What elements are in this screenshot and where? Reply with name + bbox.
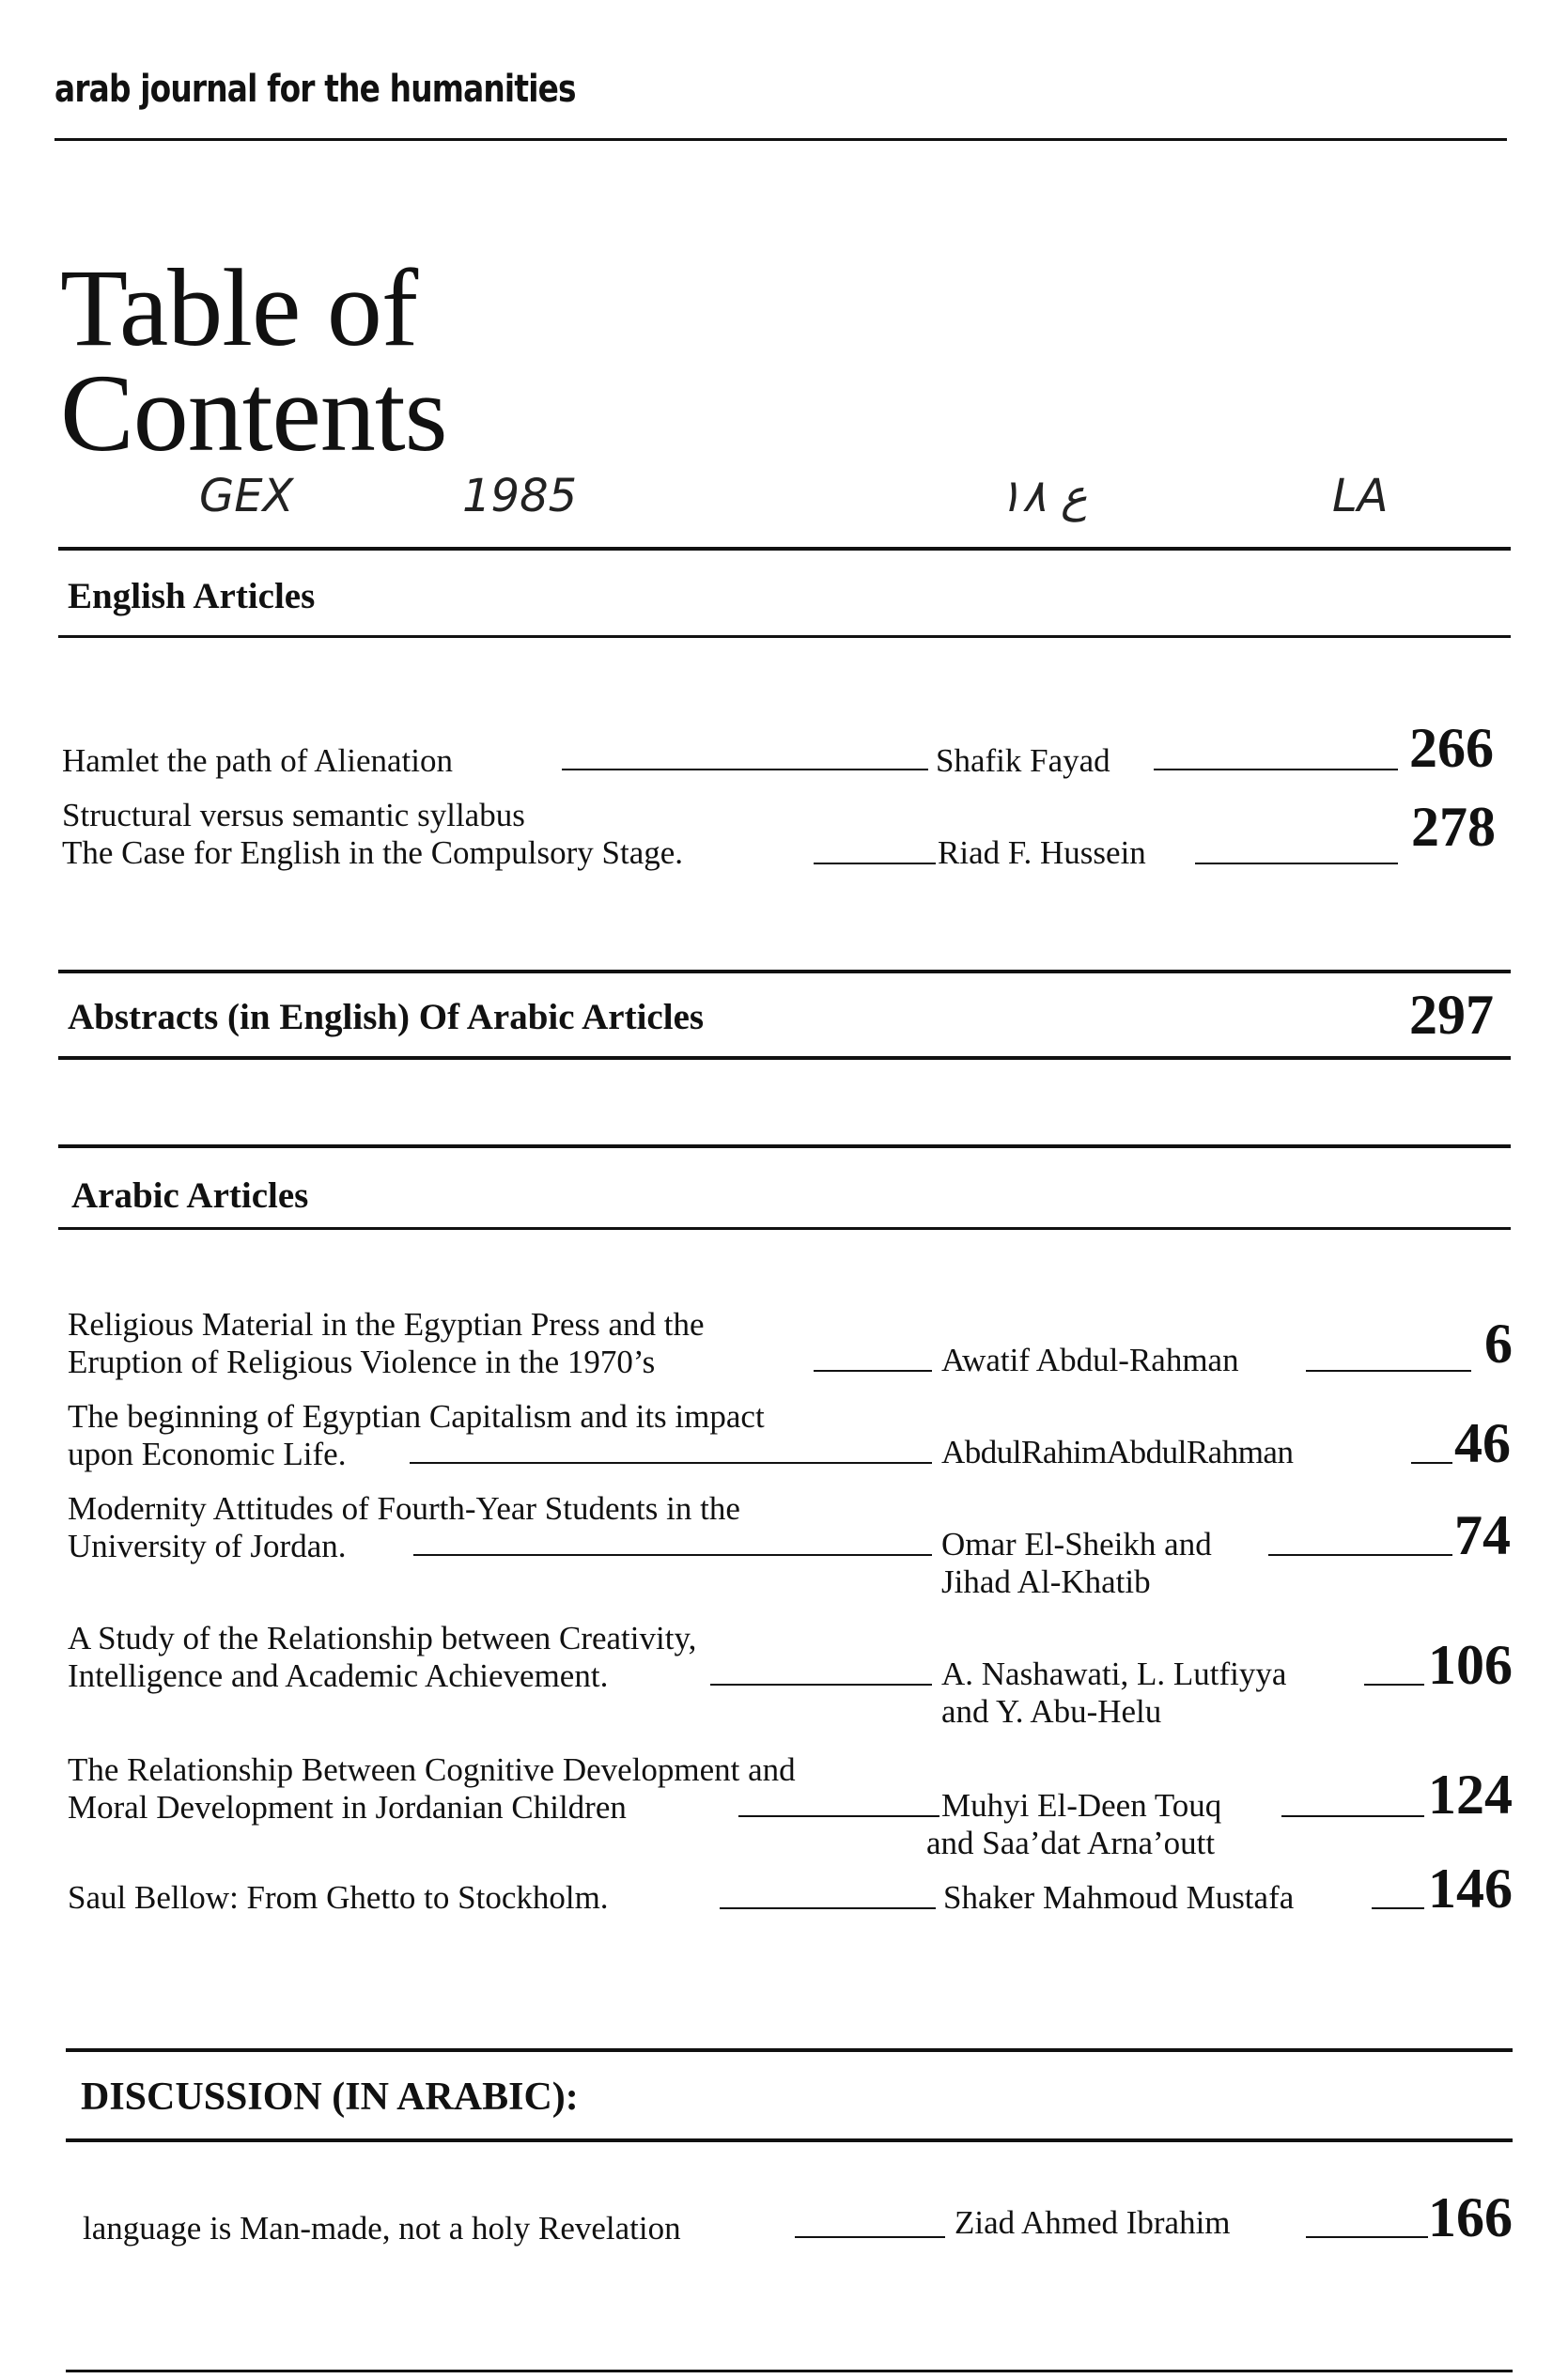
leader-line: [1281, 1815, 1424, 1817]
arabic-top-rule: [58, 1144, 1511, 1148]
english-entry-2-title: Structural versus semantic syllabus The Case for English in the Compulsory Stage.: [62, 797, 684, 871]
discussion-entry-1-title: language is Man-made, not a holy Revelation: [83, 2210, 681, 2247]
arabic-entry-6-title: Saul Bellow: From Ghetto to Stockholm.: [68, 1879, 609, 1916]
arabic-entry-5-author: Muhyi El-Deen Touq and Saa’dat Arna’outt: [926, 1787, 1222, 1861]
english-entry-1-title: Hamlet the path of Alienation: [62, 742, 454, 779]
english-bottom-rule: [58, 635, 1511, 638]
abstracts-top-rule: [58, 970, 1511, 973]
leader-line: [1364, 1684, 1424, 1686]
leader-line: [795, 2236, 945, 2238]
arabic-entry-3-page: 74: [1454, 1504, 1511, 1566]
leader-line: [413, 1554, 932, 1556]
arabic-heading: Arabic Articles: [71, 1175, 309, 1216]
journal-name: arab journal for the humanities: [54, 68, 576, 111]
discussion-bottom-rule: [66, 2138, 1513, 2142]
english-entry-1-page: 266: [1409, 717, 1494, 779]
arabic-entry-2-title: The beginning of Egyptian Capitalism and its impact upon Economic Life.: [68, 1398, 765, 1472]
discussion-entry-1-page: 166: [1428, 2186, 1513, 2248]
leader-line: [1306, 1370, 1471, 1372]
page-title: [60, 246, 447, 474]
english-entry-2-author: Riad F. Hussein: [938, 834, 1146, 871]
handwritten-note-2: 1985: [462, 470, 578, 522]
discussion-top-rule: [66, 2048, 1513, 2052]
abstracts-page: 297: [1409, 984, 1494, 1046]
arabic-entry-2-page: 46: [1454, 1412, 1511, 1474]
handwritten-note-1: GEX: [199, 470, 294, 522]
arabic-entry-1-page: 6: [1484, 1313, 1513, 1375]
arabic-entry-6-author: Shaker Mahmoud Mustafa: [943, 1879, 1295, 1916]
page-title-line2: Contents: [60, 351, 447, 474]
leader-line: [1306, 2236, 1428, 2238]
arabic-entry-4-title: A Study of the Relationship between Creativity, Intelligence and Academic Achievement.: [68, 1620, 697, 1694]
arabic-entry-6-page: 146: [1428, 1858, 1513, 1920]
arabic-entry-4-author: A. Nashawati, L. Lutfiyya and Y. Abu-Helu: [941, 1656, 1287, 1730]
arabic-entry-1-title: Religious Material in the Egyptian Press and the Eruption of Religious Violence in the 1970’s: [68, 1306, 705, 1380]
arabic-entry-1-author: Awatif Abdul-Rahman: [941, 1342, 1239, 1378]
header-rule: [54, 138, 1507, 141]
leader-line: [1372, 1907, 1424, 1909]
arabic-entry-5-title: The Relationship Between Cognitive Development and Moral Development in Jordanian Children: [68, 1751, 796, 1826]
leader-line: [814, 863, 936, 864]
leader-line: [562, 769, 928, 770]
leader-line: [1154, 769, 1398, 770]
leader-line: [814, 1370, 932, 1372]
discussion-heading: DISCUSSION (IN ARABIC):: [81, 2076, 579, 2119]
arabic-entry-3-author: Omar El-Sheikh and Jihad Al-Khatib: [941, 1526, 1212, 1600]
handwritten-note-3: ع ١٨: [998, 470, 1088, 522]
arabic-bottom-rule: [58, 1227, 1511, 1230]
page-title-line1: Table of: [60, 246, 418, 369]
leader-line: [1268, 1554, 1452, 1556]
arabic-entry-4-page: 106: [1428, 1634, 1513, 1696]
discussion-entry-1-author: Ziad Ahmed Ibrahim: [955, 2204, 1231, 2241]
abstracts-bottom-rule: [58, 1056, 1511, 1060]
leader-line: [1411, 1462, 1452, 1464]
leader-line: [1195, 863, 1398, 864]
arabic-entry-3-title: Modernity Attitudes of Fourth-Year Students in the University of Jordan.: [68, 1490, 740, 1564]
arabic-entry-5-page: 124: [1428, 1764, 1513, 1826]
abstracts-heading: Abstracts (in English) Of Arabic Articles: [68, 997, 705, 1037]
leader-line: [710, 1684, 932, 1686]
english-entry-1-author: Shafik Fayad: [936, 742, 1110, 779]
leader-line: [738, 1815, 939, 1817]
english-heading: English Articles: [68, 576, 316, 616]
arabic-entry-2-author: AbdulRahimAbdulRahman: [941, 1434, 1294, 1470]
english-top-rule: [58, 547, 1511, 551]
handwritten-note-4: LA: [1332, 470, 1389, 522]
leader-line: [720, 1907, 936, 1909]
english-entry-2-page: 278: [1411, 796, 1496, 858]
footer-rule: [66, 2370, 1513, 2372]
leader-line: [410, 1462, 932, 1464]
